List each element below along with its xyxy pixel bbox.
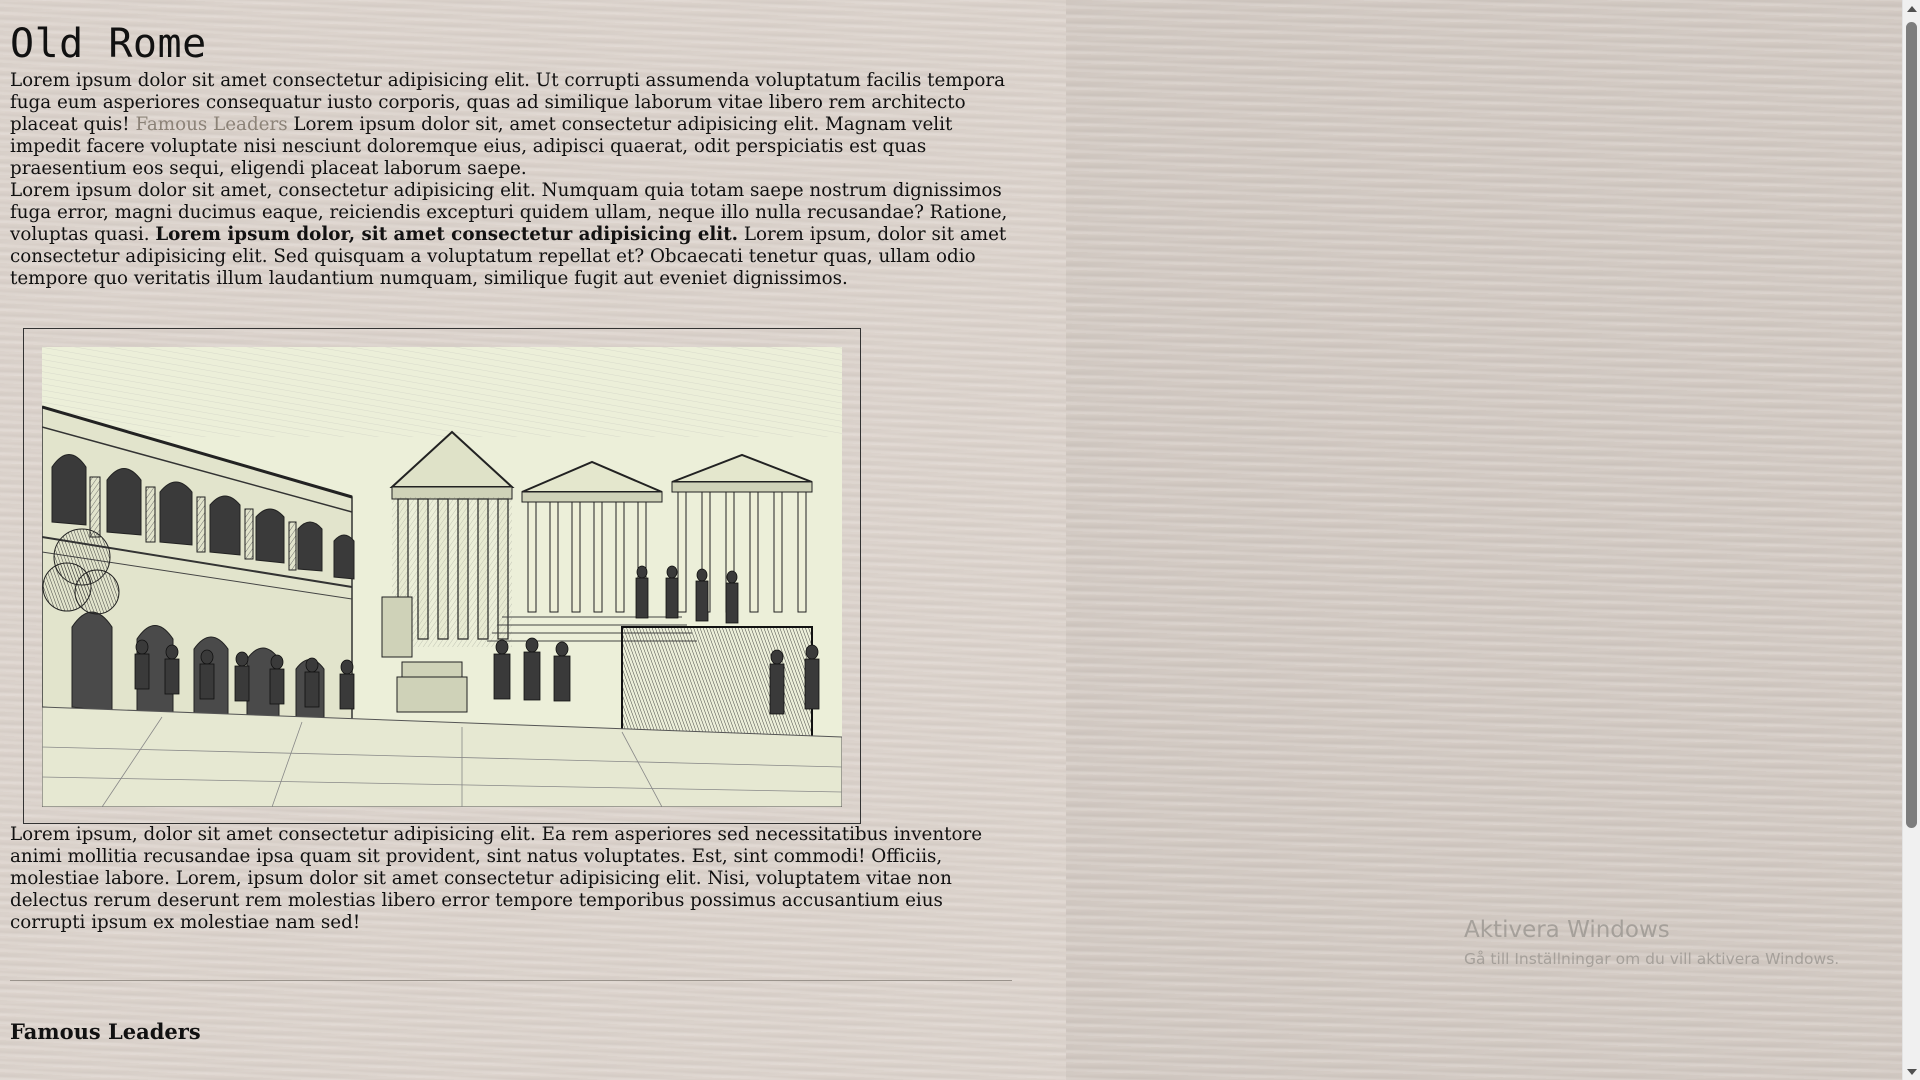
paragraph-second-end: Lorem ipsum, dolor sit amet consectetur adipisicing elit. Sed quisquam a voluptatum repellat et? Obcaecati tenetur quas, ullam odio tempore quo veritatis illum laudantium numquam, similique fugit aut eveniet dignissimos. (10, 224, 1007, 289)
scroll-up-button[interactable] (1903, 0, 1920, 17)
vertical-scrollbar[interactable] (1902, 0, 1920, 1080)
section-divider (10, 980, 1012, 981)
watermark-title: Aktivera Windows (1464, 917, 1670, 943)
article (10, 0, 1010, 1045)
chevron-up-icon (1907, 6, 1917, 12)
page-title: Old Rome (10, 21, 207, 67)
famous-leaders-heading: Famous Leaders (10, 1019, 201, 1044)
roman-forum-engraving-image (42, 347, 842, 807)
windows-activation-watermark (1464, 916, 1839, 970)
figure-frame (23, 328, 861, 824)
paragraph-second-start: Lorem ipsum dolor sit amet, consectetur adipisicing elit. Numquam quia totam saepe nostrum dignissimos fuga error, magni ducimus eaque, reiciendis excepturi quidem ullam, neque illo nulla recusandae? Ratione, voluptas quasi. (10, 180, 1008, 245)
paragraph-intro (10, 70, 1010, 180)
scroll-down-button[interactable] (1903, 1063, 1920, 1080)
paragraph-third: Lorem ipsum, dolor sit amet consectetur adipisicing elit. Ea rem asperiores sed necessitatibus inventore animi mollitia recusandae ipsa quam sit provident, sint natus voluptates. Est, sint commodi! Officiis, molestiae labore. Lorem, ipsum dolor sit amet consectetur adipisicing elit. Nisi, voluptatem vitae non delectus rerum deserunt rem molestias libero error tempore temporibus possimus accusantium eius corrupti ipsum ex molestiae nam sed! (10, 824, 983, 933)
chevron-down-icon (1907, 1069, 1917, 1075)
paragraph-second (10, 180, 1010, 290)
paragraph-intro-continuation: Lorem ipsum dolor sit, amet consectetur adipisicing elit. Magnam velit impedit facere voluptate nisi nesciunt doloremque eius, adipisci quaerat, odit perspiciatis est quas praesentium eos sequi, eligendi placeat laborum saepe. (10, 114, 953, 179)
scrollbar-thumb[interactable] (1906, 22, 1917, 828)
famous-leaders-link[interactable]: Famous Leaders (135, 114, 288, 135)
paragraph-second-bold: Lorem ipsum dolor, sit amet consectetur adipisicing elit. (155, 224, 739, 245)
paragraph-intro-text: Lorem ipsum dolor sit amet consectetur adipisicing elit. Ut corrupti assumenda voluptatum facilis tempora fuga eum asperiores consequatur iusto corporis, quas ad similique laborum vitae libero rem architecto placeat quis! (10, 70, 1005, 135)
watermark-subtitle: Gå till Inställningar om du vill aktivera Windows. (1464, 950, 1840, 968)
